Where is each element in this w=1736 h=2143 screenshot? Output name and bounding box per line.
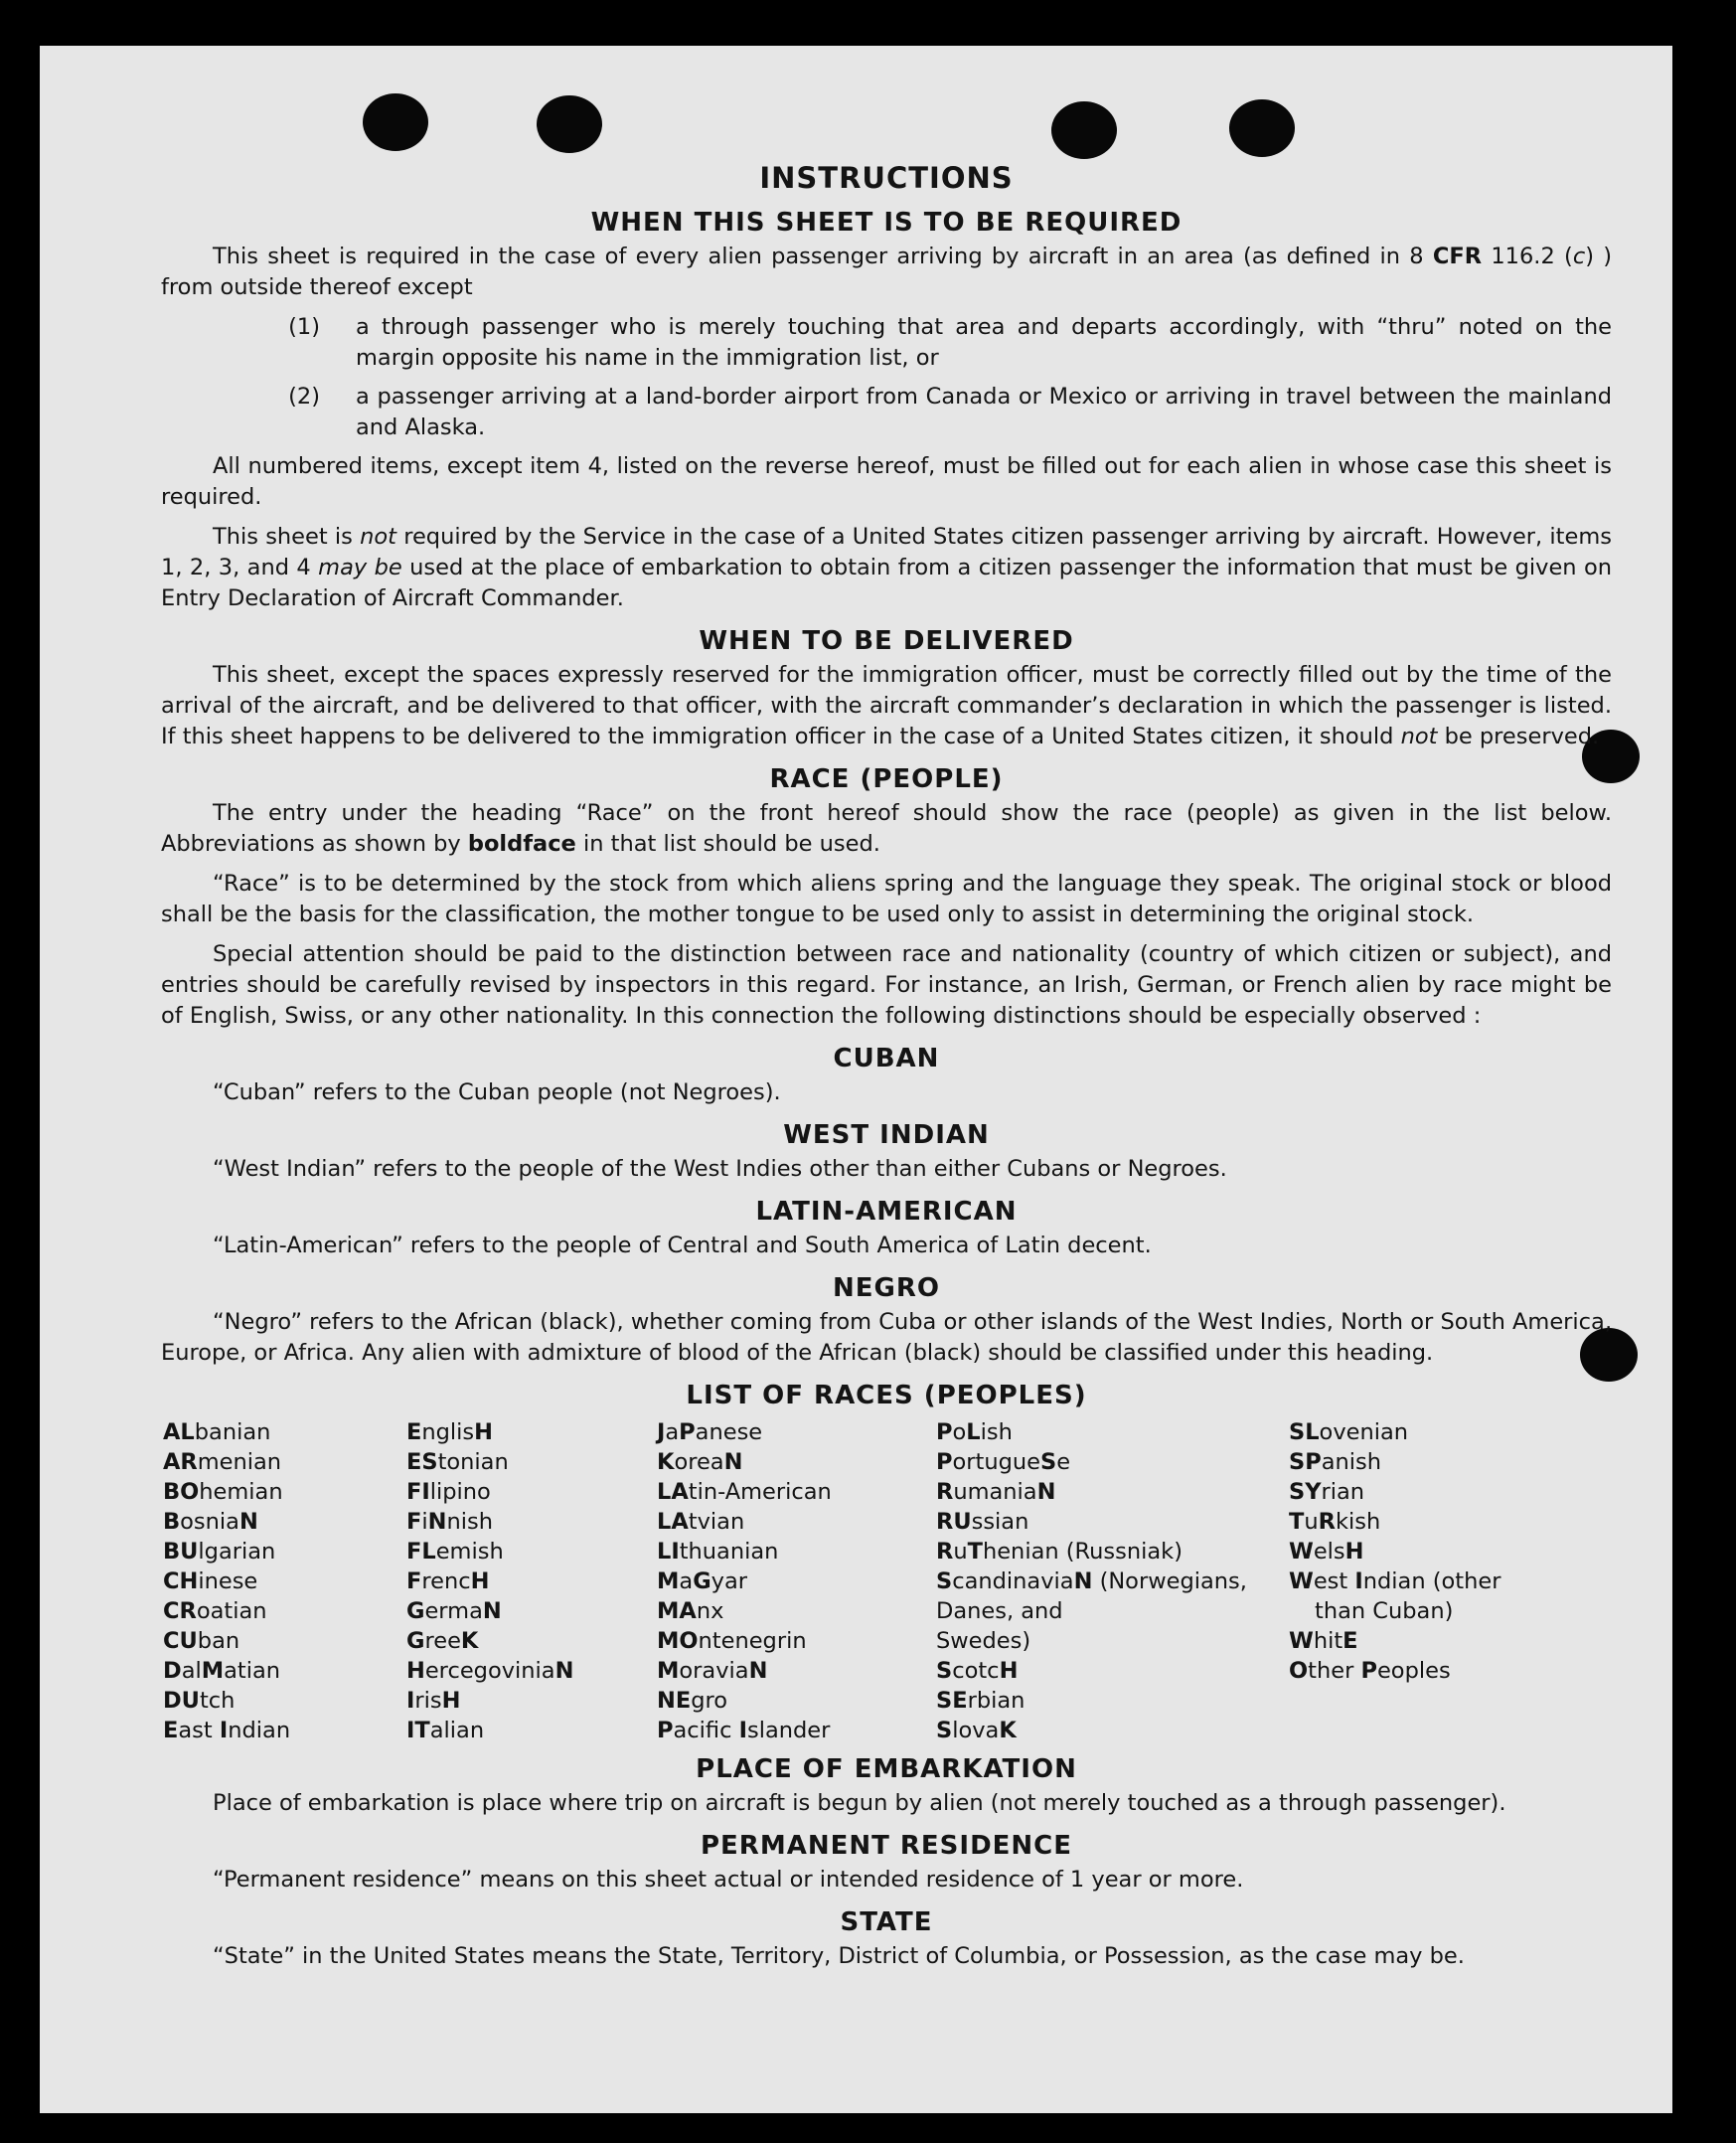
race-entry: CRoatian — [163, 1598, 267, 1624]
race-entry: BUlgarian — [163, 1539, 276, 1565]
cfr-abbrev: CFR — [1432, 244, 1483, 269]
required-intro: This sheet is required in the case of every alien passenger arriving by aircraft in an area (as defined in 8 CFR 116.2 (c) ) from outside thereof except — [161, 244, 1613, 300]
race-entry: SlovaK — [936, 1718, 1017, 1743]
exception-number: (1) — [288, 314, 320, 340]
race-column — [936, 1417, 1289, 1745]
exception-item-1 — [161, 312, 1612, 374]
west-indian-text: “West Indian” refers to the people of the West Indies other than either Cubans or Negroes. — [213, 1156, 1227, 1182]
race-entry: EnglisH — [406, 1419, 493, 1445]
race-entry: GreeK — [406, 1628, 479, 1654]
cuban-text: “Cuban” refers to the Cuban people (not Negroes). — [213, 1079, 781, 1105]
race-entry: LIthuanian — [657, 1539, 779, 1565]
race-entry: PoLish — [936, 1419, 1013, 1445]
race-entry: ScotcH — [936, 1658, 1019, 1684]
race-entry: than Cuban) — [1315, 1598, 1454, 1624]
race-entry: SPanish — [1289, 1449, 1381, 1475]
race-entry: MOntenegrin — [657, 1628, 807, 1654]
race-entry: CHinese — [163, 1568, 258, 1594]
race-entry: WelsH — [1289, 1539, 1364, 1565]
race-column — [406, 1417, 657, 1745]
race-entry: DUtch — [163, 1688, 236, 1714]
delivered-heading: WHEN TO BE DELIVERED — [699, 626, 1074, 656]
delivered-text: This sheet, except the spaces expressly reserved for the immigration officer, must be correctly filled out by the time of the arrival of the aircraft, and be delivered to that officer, with the aircraft commander’s declaration in which the passenger is listed. If this sheet happens to be delivered to the immigration officer in the case of a United States citizen, it should not be preserved. — [161, 662, 1612, 749]
race-entry: SErbian — [936, 1688, 1026, 1714]
race-entry: SYrian — [1289, 1479, 1365, 1505]
exception-text: a passenger arriving at a land-border airport from Canada or Mexico or arriving in travel between the mainland and Alaska. — [356, 384, 1612, 440]
state-text: “State” in the United States means the State, Territory, District of Columbia, or Possession, as the case may be. — [213, 1943, 1465, 1969]
race-entry: Swedes) — [936, 1628, 1031, 1654]
required-heading: WHEN THIS SHEET IS TO BE REQUIRED — [590, 208, 1183, 238]
residence-text: “Permanent residence” means on this sheet actual or intended residence of 1 year or more. — [213, 1867, 1244, 1893]
embarkation-heading: PLACE OF EMBARKATION — [696, 1754, 1077, 1784]
race-entry: East Indian — [163, 1718, 291, 1743]
race-entry: FiNnish — [406, 1509, 493, 1535]
negro-heading: NEGRO — [833, 1273, 940, 1303]
state-heading: STATE — [840, 1907, 933, 1937]
race-entry: JaPanese — [657, 1419, 763, 1445]
race-entry: PortugueSe — [936, 1449, 1071, 1475]
races-list — [163, 1417, 1612, 1745]
race-column — [1289, 1417, 1507, 1745]
race-heading: RACE (PEOPLE) — [769, 764, 1004, 794]
page-title: INSTRUCTIONS — [759, 161, 1014, 195]
race-entry: FrencH — [406, 1568, 490, 1594]
document-sheet — [40, 46, 1672, 2113]
race-entry: DalMatian — [163, 1658, 281, 1684]
race-entry: HercegoviniaN — [406, 1658, 574, 1684]
citizen-note: This sheet is not required by the Service in the case of a United States citizen passenger arriving by aircraft. However, items 1, 2, 3, and 4 may be used at the place of embarkation to obtain from a citizen passenger the information that must be given on Entry Declaration of Aircraft Commander. — [161, 524, 1612, 611]
race-entry: ScandinaviaN (Norwegians, — [936, 1568, 1247, 1594]
race-entry: West Indian (other — [1289, 1568, 1501, 1594]
race-column — [657, 1417, 936, 1745]
race-entry: FLemish — [406, 1539, 504, 1565]
latin-american-text: “Latin-American” refers to the people of Central and South America of Latin decent. — [213, 1233, 1152, 1258]
race-entry: RuThenian (Russniak) — [936, 1539, 1183, 1565]
race-entry: ITalian — [406, 1718, 485, 1743]
race-entry: IrisH — [406, 1688, 461, 1714]
residence-heading: PERMANENT RESIDENCE — [700, 1831, 1073, 1861]
race-entry: ARmenian — [163, 1449, 282, 1475]
exception-item-2 — [161, 382, 1612, 443]
race-entry: RUssian — [936, 1509, 1029, 1535]
punch-hole-2 — [537, 95, 602, 153]
race-entry: MoraviaN — [657, 1658, 768, 1684]
race-entry: BOhemian — [163, 1479, 283, 1505]
race-entry: NEgro — [657, 1688, 728, 1714]
negro-text: “Negro” refers to the African (black), whether coming from Cuba or other islands of the West Indies, North or South America, Europe, or Africa. Any alien with admixture of blood of the African (black) should be classified under this heading. — [161, 1309, 1612, 1366]
cuban-heading: CUBAN — [833, 1044, 940, 1073]
west-indian-heading: WEST INDIAN — [783, 1120, 990, 1150]
race-entry: Other Peoples — [1289, 1658, 1451, 1684]
race-entry: Danes, and — [936, 1598, 1063, 1624]
race-entry: SLovenian — [1289, 1419, 1409, 1445]
punch-hole-4 — [1229, 99, 1295, 157]
race-column — [163, 1417, 406, 1745]
embarkation-text: Place of embarkation is place where trip on aircraft is begun by alien (not merely touched as a through passenger). — [213, 1790, 1506, 1816]
races-list-heading: LIST OF RACES (PEOPLES) — [686, 1381, 1087, 1410]
race-entry: MAnx — [657, 1598, 724, 1624]
race-entry: KoreaN — [657, 1449, 743, 1475]
race-entry: FIlipino — [406, 1479, 491, 1505]
race-entry: Pacific Islander — [657, 1718, 831, 1743]
exception-number: (2) — [288, 384, 320, 410]
race-entry: BosniaN — [163, 1509, 258, 1535]
race-entry: CUban — [163, 1628, 240, 1654]
race-entry: LAtin-American — [657, 1479, 832, 1505]
race-entry: MaGyar — [657, 1568, 748, 1594]
numbered-items-note: All numbered items, except item 4, listed on the reverse hereof, must be filled out for each alien in whose case this sheet is required. — [161, 453, 1612, 510]
latin-american-heading: LATIN-AMERICAN — [755, 1197, 1018, 1227]
exception-text: a through passenger who is merely touching that area and departs accordingly, with “thru” noted on the margin opposite his name in the immigration list, or — [356, 314, 1612, 371]
race-entry: RumaniaN — [936, 1479, 1056, 1505]
race-paragraph-1: The entry under the heading “Race” on the front hereof should show the race (people) as given in the list below. Abbreviations as shown by boldface in that list should be used. — [161, 800, 1612, 857]
race-entry: LAtvian — [657, 1509, 745, 1535]
punch-hole-1 — [363, 93, 428, 151]
race-entry: EStonian — [406, 1449, 509, 1475]
race-paragraph-2: “Race” is to be determined by the stock from which aliens spring and the language they speak. The original stock or blood shall be the basis for the classification, the mother tongue to be used only to assist in determining the original stock. — [161, 871, 1612, 927]
race-entry: GermaN — [406, 1598, 502, 1624]
race-entry: ALbanian — [163, 1419, 271, 1445]
race-entry: WhitE — [1289, 1628, 1358, 1654]
punch-hole-3 — [1051, 101, 1117, 159]
instructions-content — [161, 157, 1612, 1981]
race-entry: TuRkish — [1289, 1509, 1381, 1535]
race-paragraph-3: Special attention should be paid to the distinction between race and nationality (country of which citizen or subject), and entries should be carefully revised by inspectors in this regard. For instance, an Irish, German, or French alien by race might be of English, Swiss, or any other nationality. In this connection the following distinctions should be especially observed : — [161, 941, 1612, 1029]
